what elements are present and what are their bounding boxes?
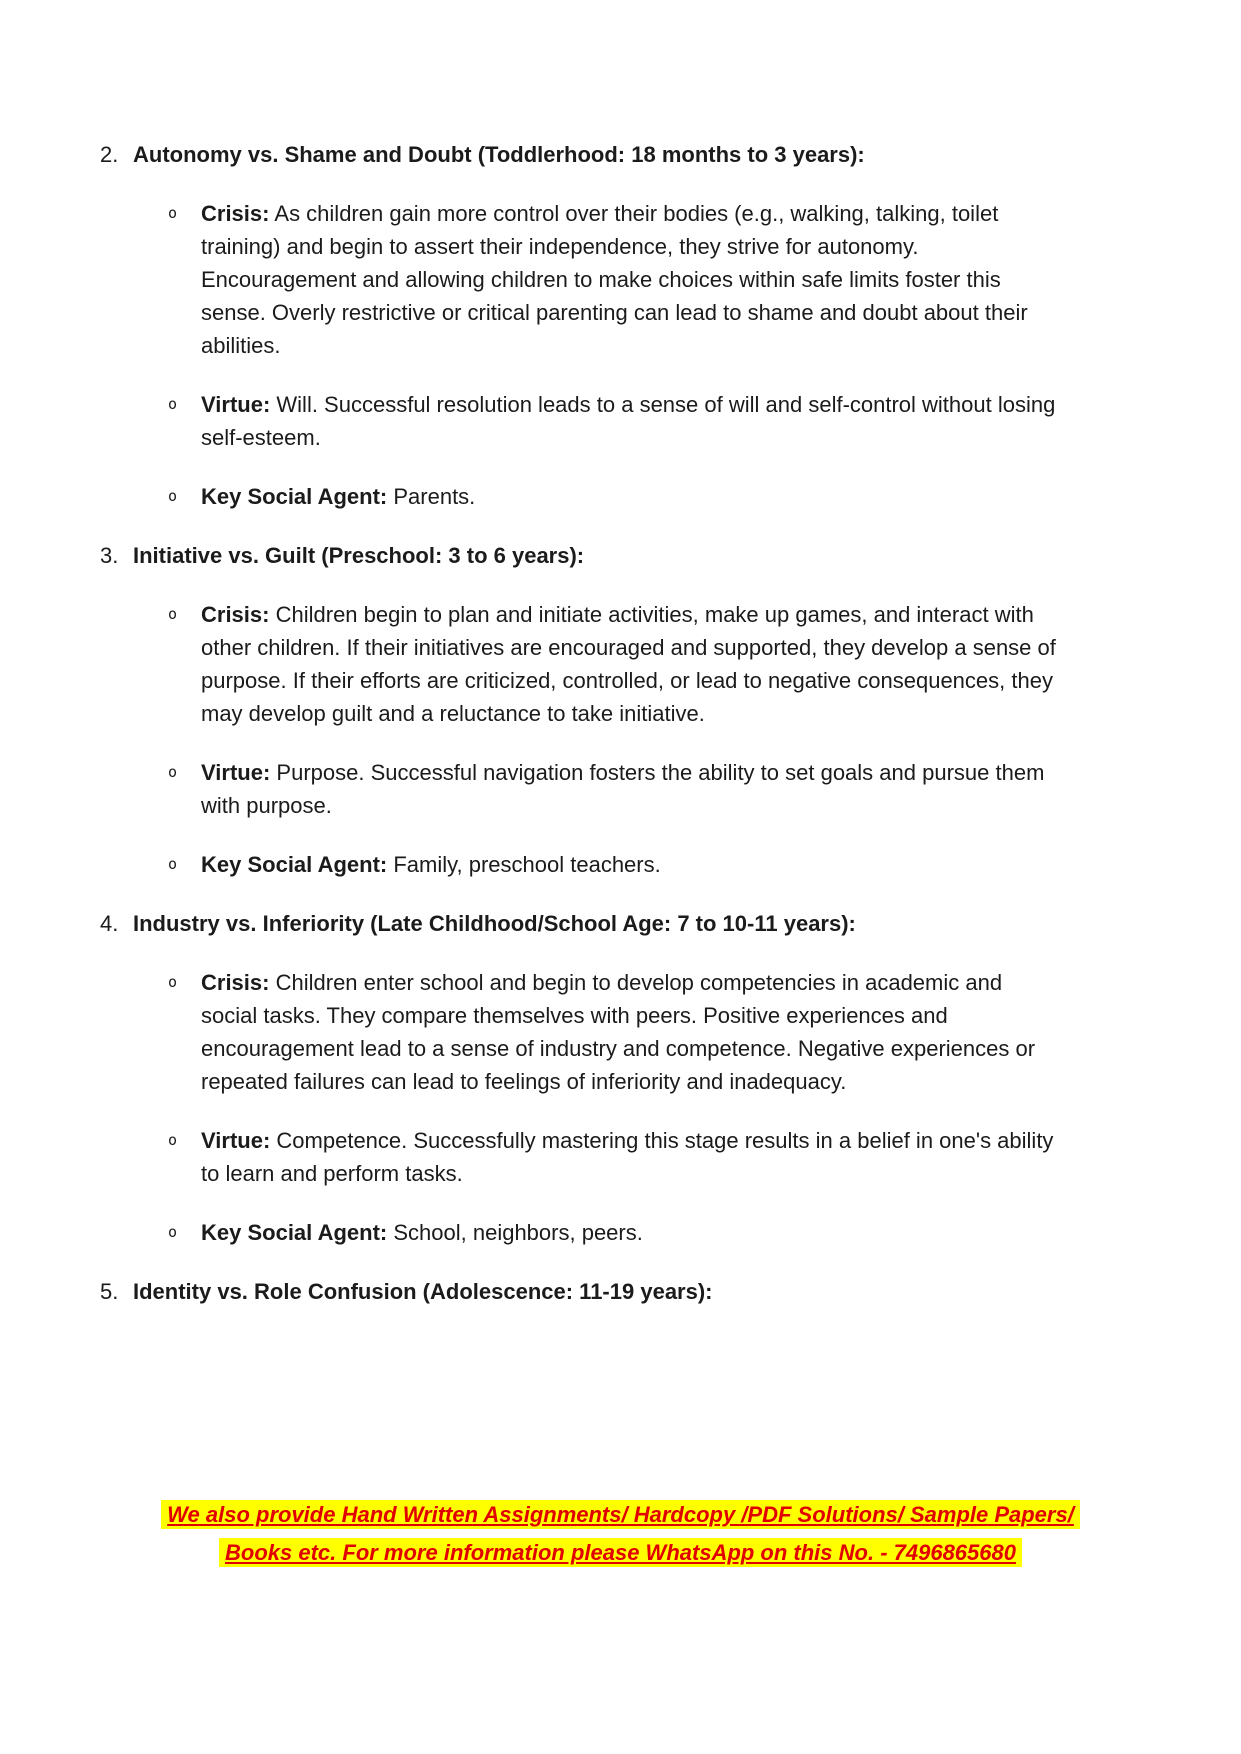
footer-highlight-text: We also provide Hand Written Assignments/ Hardcopy /PDF Solutions/ Sample Papers/ (161, 1500, 1080, 1529)
bullet-text: School, neighbors, peers. (393, 1220, 643, 1245)
circle-bullet-icon: o (168, 855, 178, 873)
circle-bullet-icon: o (168, 763, 178, 781)
bullet-label: Key Social Agent: (201, 484, 388, 509)
footer-highlight-text: Books etc. For more information please WhatsApp on this No. - 7496865680 (219, 1538, 1022, 1567)
list-item (168, 848, 1061, 881)
section-industry-vs-inferiority (100, 907, 1061, 1249)
section-heading-row (100, 138, 1061, 171)
circle-bullet-icon: o (168, 605, 178, 623)
section-heading: Autonomy vs. Shame and Doubt (Toddlerhood: 18 months to 3 years): (133, 142, 865, 167)
bullet-body (201, 966, 1061, 1098)
bullet-text: Purpose. Successful navigation fosters the ability to set goals and pursue them with purpose. (201, 760, 1045, 818)
section-identity-vs-role-confusion (100, 1275, 1061, 1308)
bullet-text: Will. Successful resolution leads to a sense of will and self-control without losing self-esteem. (201, 392, 1056, 450)
bullet-body (201, 480, 1061, 513)
list-item (168, 1124, 1061, 1190)
footer-line (0, 1496, 1241, 1534)
circle-bullet-icon: o (168, 973, 178, 991)
section-number: 2. (100, 142, 119, 167)
bullet-text: Parents. (393, 484, 476, 509)
bullet-text: Children enter school and begin to develop competencies in academic and social tasks. They compare themselves with peers. Positive experiences and encouragement lead to a sense of industry and competence. Negative experiences or repeated failures can lead to feelings of inferiority and inadequacy. (201, 970, 1036, 1094)
bullet-text: Children begin to plan and initiate activities, make up games, and interact with other children. If their initiatives are encouraged and supported, they develop a sense of purpose. If their efforts are criticized, controlled, or lead to negative consequences, they may develop guilt and a reluctance to take initiative. (201, 602, 1056, 726)
list-item (168, 197, 1061, 362)
document-content (100, 138, 1061, 1334)
section-heading-row (100, 907, 1061, 940)
list-item (168, 598, 1061, 730)
bullet-text: As children gain more control over their bodies (e.g., walking, talking, toilet training) and begin to assert their independence, they strive for autonomy. Encouragement and allowing children to make choices within safe limits foster this sense. Overly restrictive or critical parenting can lead to shame and doubt about their abilities. (201, 201, 1028, 358)
circle-bullet-icon: o (168, 395, 178, 413)
bullet-label: Crisis: (201, 201, 270, 226)
circle-bullet-icon: o (168, 1131, 178, 1149)
section-heading: Identity vs. Role Confusion (Adolescence: 11-19 years): (133, 1279, 713, 1304)
section-heading: Initiative vs. Guilt (Preschool: 3 to 6 years): (133, 543, 585, 568)
section-heading-row (100, 1275, 1061, 1308)
list-item (168, 966, 1061, 1098)
bullet-label: Virtue: (201, 392, 271, 417)
section-heading: Industry vs. Inferiority (Late Childhood/School Age: 7 to 10-11 years): (133, 911, 856, 936)
circle-bullet-icon: o (168, 204, 178, 222)
section-number: 5. (100, 1279, 119, 1304)
circle-bullet-icon: o (168, 1223, 178, 1241)
bullet-label: Crisis: (201, 602, 270, 627)
section-autonomy-vs-shame (100, 138, 1061, 513)
bullet-body (201, 598, 1061, 730)
section-number: 3. (100, 543, 119, 568)
bullet-label: Key Social Agent: (201, 1220, 388, 1245)
bullet-body (201, 756, 1061, 822)
bullet-text: Competence. Successfully mastering this stage results in a belief in one's ability to learn and perform tasks. (201, 1128, 1054, 1186)
bullet-label: Crisis: (201, 970, 270, 995)
bullet-text: Family, preschool teachers. (393, 852, 661, 877)
footer-banner (0, 1496, 1241, 1572)
bullet-body (201, 848, 1061, 881)
list-item (168, 480, 1061, 513)
section-number: 4. (100, 911, 119, 936)
list-item (168, 1216, 1061, 1249)
bullet-body (201, 1216, 1061, 1249)
bullet-label: Virtue: (201, 760, 271, 785)
section-heading-row (100, 539, 1061, 572)
circle-bullet-icon: o (168, 487, 178, 505)
bullet-body (201, 388, 1061, 454)
footer-line (0, 1534, 1241, 1572)
bullet-body (201, 197, 1061, 362)
list-item (168, 756, 1061, 822)
bullet-label: Key Social Agent: (201, 852, 388, 877)
bullet-body (201, 1124, 1061, 1190)
section-initiative-vs-guilt (100, 539, 1061, 881)
bullet-label: Virtue: (201, 1128, 271, 1153)
list-item (168, 388, 1061, 454)
